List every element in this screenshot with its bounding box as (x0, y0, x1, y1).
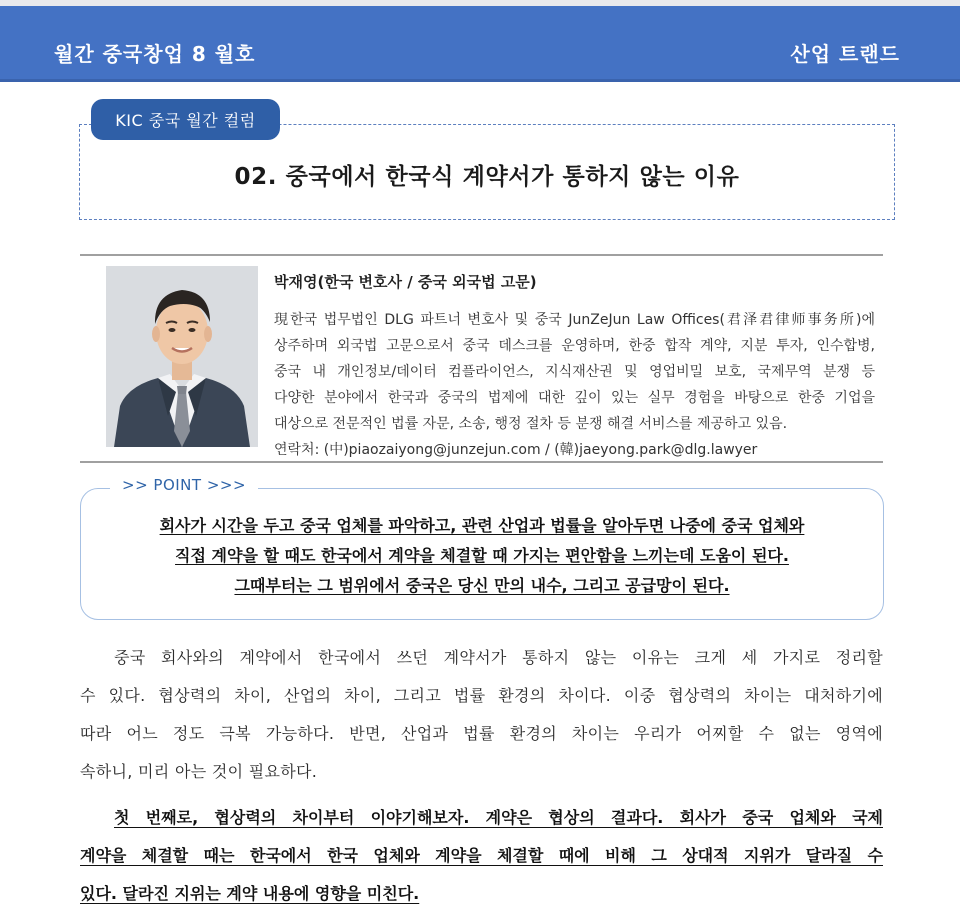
article-title: 02. 중국에서 한국식 계약서가 통하지 않는 이유 (234, 164, 740, 190)
section-title: 산업 트랜드 (790, 42, 900, 66)
bio-line: 상주하며 외국법 고문으로서 중국 데스크를 운영하며, 한중 합작 계약, 지분 투자, 인수합병, (274, 338, 875, 354)
point-summary (90, 511, 874, 601)
point-label: >> POINT >>> (110, 476, 258, 494)
point-line: 직접 계약을 할 때도 한국에서 계약을 체결할 때 가지는 편안함을 느끼는데 도움이 된다. (175, 546, 789, 565)
column-tab: KIC 중국 월간 컬럼 (91, 99, 280, 140)
divider-bottom (80, 461, 883, 463)
magazine-title: 월간 중국창업 8 월호 (54, 42, 256, 66)
body-line: 중국 회사와의 계약에서 한국에서 쓰던 계약서가 통하지 않는 이유는 크게 세 가지로 정리할 (114, 648, 883, 667)
author-name: 박재영(한국 변호사 / 중국 외국법 고문) (274, 273, 537, 291)
point-line: 회사가 시간을 두고 중국 업체를 파악하고, 관련 산업과 법률을 알아두면 나중에 중국 업체와 (159, 516, 805, 535)
body-line (80, 837, 883, 875)
body-line (80, 875, 883, 913)
author-photo (106, 266, 258, 447)
body-line-text: 있다. 달라진 지위는 계약 내용에 영향을 미친다. (80, 884, 420, 903)
body-line-text: 첫 번째로, 협상력의 차이부터 이야기해보자. 계약은 협상의 결과다. 회사가 중국 업체와 국제 (114, 808, 883, 827)
body-line: 속하니, 미리 아는 것이 필요하다. (80, 762, 318, 781)
body-line: 수 있다. 협상력의 차이, 산업의 차이, 그리고 법률 환경의 차이다. 이중 협상력의 차이는 대처하기에 (80, 686, 883, 705)
body-paragraph-1 (80, 639, 883, 791)
body-paragraph-2 (80, 799, 883, 913)
bio-line: 다양한 분야에서 한국과 중국의 법제에 대한 깊이 있는 실무 경험을 바탕으로 한중 기업을 (274, 390, 875, 406)
body-line-text: 계약을 체결할 때는 한국에서 한국 업체와 계약을 체결할 때에 비해 그 상대적 지위가 달라질 수 (80, 846, 883, 865)
bio-line: 대상으로 전문적인 법률 자문, 소송, 행정 절차 등 분쟁 해결 서비스를 제공하고 있음. (274, 416, 788, 432)
body-line: 따라 어느 정도 극복 가능하다. 반면, 산업과 법률 환경의 차이는 우리가 어찌할 수 없는 영역에 (80, 724, 883, 743)
divider-top (80, 254, 883, 256)
body-line (80, 799, 883, 837)
author-contact: 연락처: (中)piaozaiyong@junzejun.com / (韓)jaeyong.park@dlg.lawyer (274, 442, 758, 458)
bio-line: 중국 내 개인정보/데이터 컴플라이언스, 지식재산권 및 영업비밀 보호, 국제무역 분쟁 등 (274, 364, 875, 380)
page-header (0, 6, 960, 82)
author-bio (274, 307, 875, 437)
bio-line: 現한국 법무법인 DLG 파트너 변호사 및 중국 JunZeJun Law Offices(君泽君律师事务所)에 (274, 312, 875, 328)
point-line: 그때부터는 그 범위에서 중국은 당신 만의 내수, 그리고 공급망이 된다. (234, 576, 730, 595)
